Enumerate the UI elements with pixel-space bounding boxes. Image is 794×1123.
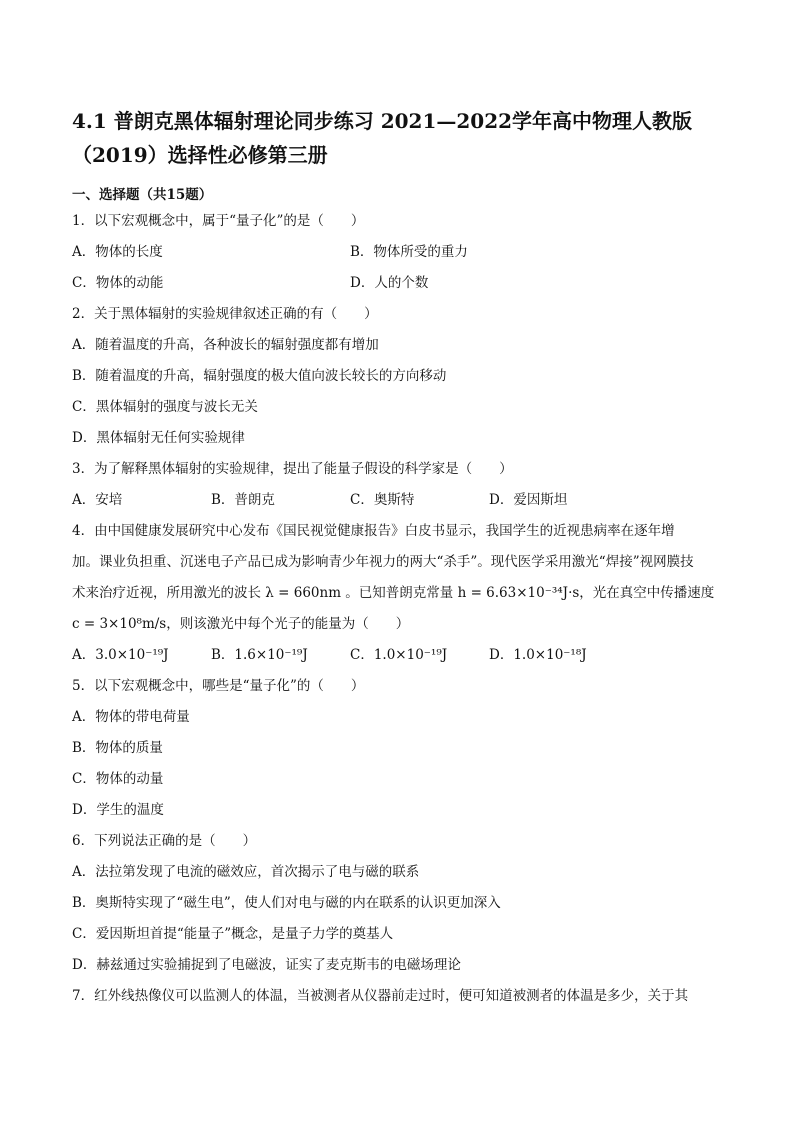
section-heading: 一、选择题（共15题） (72, 187, 213, 203)
q5-option-a: A．物体的带电荷量 (72, 709, 190, 725)
question-4-stem-line-4: c = 3×10⁸m/s，则该激光中每个光子的能量为（ ） (72, 616, 410, 632)
question-1-options (72, 237, 722, 268)
question-2-stem: 2．关于黑体辐射的实验规律叙述正确的有（ ） (72, 306, 378, 322)
document-title (72, 104, 722, 172)
q5-option-b: B．物体的质量 (72, 740, 163, 756)
question-4-stem-line-2: 加。课业负担重、沉迷电子产品已成为影响青少年视力的两大“杀手”。现代医学采用激光“焊接”视网膜技 (72, 554, 694, 570)
q3-option-d: D．爱因斯坦 (489, 492, 568, 508)
q4-option-b: B．1.6×10⁻¹⁹J (211, 647, 308, 663)
question-4-stem-line-1: 4．由中国健康发展研究中心发布《国民视觉健康报告》白皮书显示，我国学生的近视患病率在逐年增 (72, 523, 675, 539)
question-4-options (72, 640, 722, 671)
q6-option-a: A．法拉第发现了电流的磁效应，首次揭示了电与磁的联系 (72, 864, 420, 880)
q5-option-c: C．物体的动量 (72, 771, 164, 787)
q1-option-b: B．物体所受的重力 (350, 244, 468, 260)
q4-option-a: A．3.0×10⁻¹⁹J (72, 647, 169, 663)
q2-option-b: B．随着温度的升高，辐射强度的极大值向波长较长的方向移动 (72, 368, 447, 384)
question-5-stem: 5．以下宏观概念中，哪些是“量子化”的（ ） (72, 678, 365, 694)
q4-option-d: D．1.0×10⁻¹⁸J (489, 647, 587, 663)
document-page (72, 104, 722, 1012)
question-7-stem: 7．红外线热像仪可以监测人的体温，当被测者从仪器前走过时，便可知道被测者的体温是多少，关于其 (72, 988, 689, 1004)
q2-option-d: D．黑体辐射无任何实验规律 (72, 430, 245, 446)
question-4-stem-line-3: 术来治疗近视，所用激光的波长 λ = 660nm 。已知普朗克常量 h = 6.63×10⁻³⁴J·s，光在真空中传播速度 (72, 585, 715, 601)
question-1-options-row2 (72, 268, 722, 299)
q6-option-d: D．赫兹通过实验捕捉到了电磁波，证实了麦克斯韦的电磁场理论 (72, 957, 461, 973)
question-3-stem: 3．为了解释黑体辐射的实验规律，提出了能量子假设的科学家是（ ） (72, 461, 513, 477)
q3-option-c: C．奥斯特 (350, 492, 415, 508)
question-6-stem: 6．下列说法正确的是（ ） (72, 833, 257, 849)
q3-option-b: B．普朗克 (211, 492, 275, 508)
q5-option-d: D．学生的温度 (72, 802, 164, 818)
q4-option-c: C．1.0×10⁻¹⁹J (350, 647, 448, 663)
q1-option-a: A．物体的长度 (72, 244, 163, 260)
question-3-options (72, 485, 722, 516)
q1-option-c: C．物体的动能 (72, 275, 164, 291)
question-1-stem: 1．以下宏观概念中，属于“量子化”的是（ ） (72, 213, 365, 229)
q2-option-c: C．黑体辐射的强度与波长无关 (72, 399, 258, 415)
q6-option-c: C．爱因斯坦首提“能量子”概念，是量子力学的奠基人 (72, 926, 394, 942)
q6-option-b: B．奥斯特实现了“磁生电”，使人们对电与磁的内在联系的认识更加深入 (72, 895, 501, 911)
q1-option-d: D．人的个数 (350, 275, 429, 291)
title-line-1: 4.1 普朗克黑体辐射理论同步练习 2021—2022学年高中物理人教版 (72, 109, 693, 133)
title-line-2: （2019）选择性必修第三册 (72, 143, 328, 167)
q2-option-a: A．随着温度的升高，各种波长的辐射强度都有增加 (72, 337, 379, 353)
q3-option-a: A．安培 (72, 492, 123, 508)
